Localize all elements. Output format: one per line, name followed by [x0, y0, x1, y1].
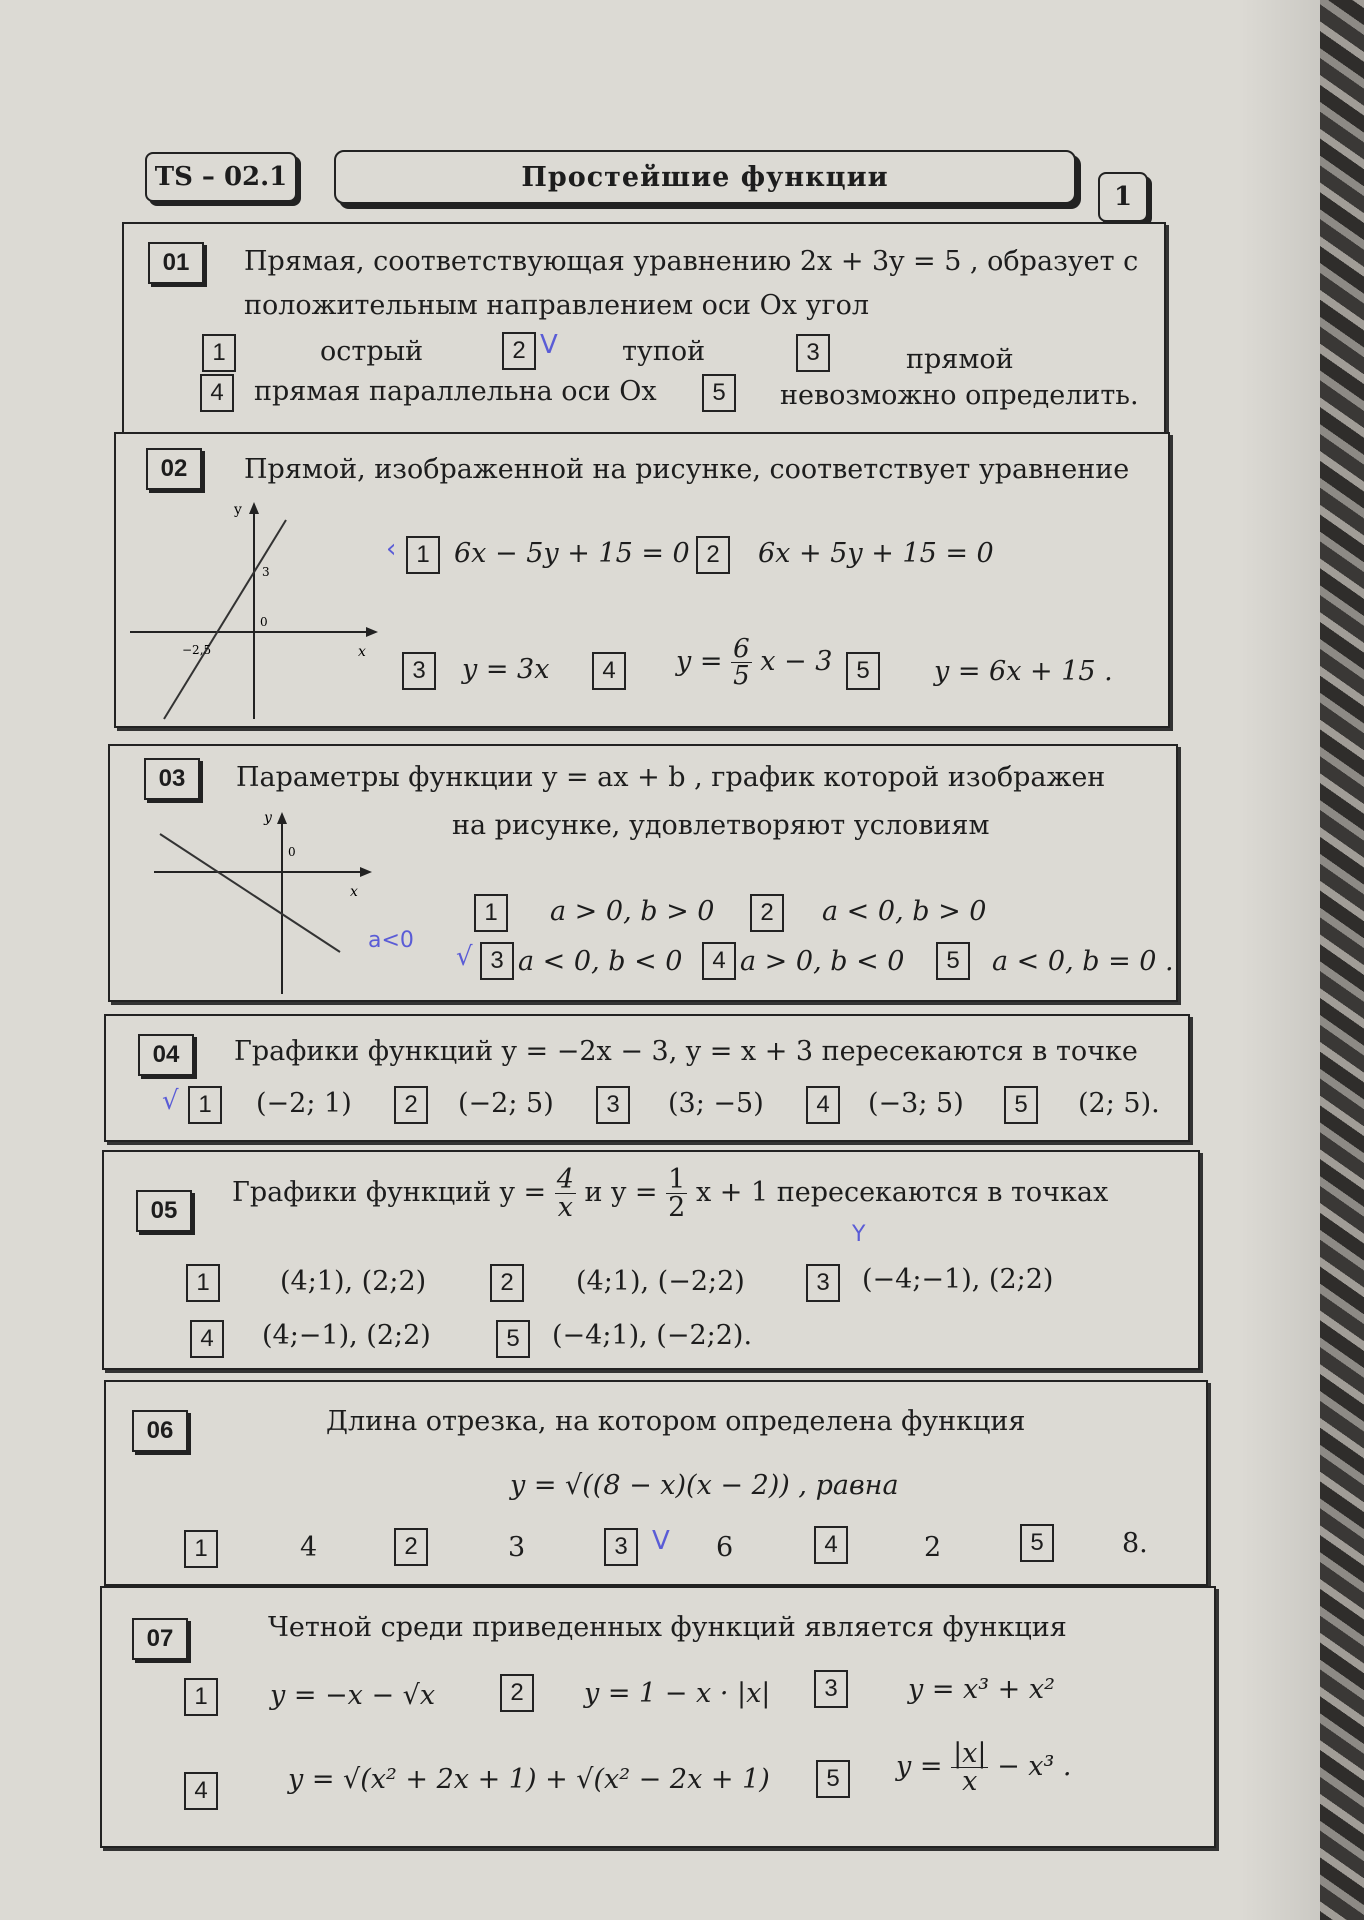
question-01 — [122, 222, 1166, 434]
answer-check-mark: V — [652, 1526, 670, 1556]
option-1-box[interactable]: 1 — [202, 334, 236, 372]
option-1-text: y = −x − √x — [270, 1680, 436, 1711]
y-intercept-label: 3 — [262, 565, 270, 579]
option-3-box[interactable]: 3 — [814, 1670, 848, 1708]
answer-check-mark: ‹ — [386, 534, 397, 564]
option-2-box[interactable]: 2 — [394, 1528, 428, 1566]
option-5-box[interactable]: 5 — [846, 652, 880, 690]
option-4-text: (−3; 5) — [868, 1088, 964, 1119]
question-text: Прямая, соответствующая уравнению 2x + 3y = 5 , образует с — [244, 246, 1139, 277]
question-number: 01 — [148, 242, 204, 284]
option-5-text: 8. — [1122, 1528, 1148, 1559]
option-1-box[interactable]: 1 — [184, 1678, 218, 1716]
option-3-text: y = 3x — [462, 654, 550, 685]
option-1-text: 4 — [300, 1532, 318, 1563]
option-5-box[interactable]: 5 — [1004, 1086, 1038, 1124]
question-02 — [114, 432, 1170, 728]
option-4-text: a > 0, b < 0 — [740, 946, 905, 977]
option-3-text: a < 0, b < 0 — [518, 946, 683, 977]
option-1-text: (−2; 1) — [256, 1088, 352, 1119]
question-text: Графики функций y = −2x − 3, y = x + 3 пересекаются в точке — [234, 1036, 1138, 1067]
option-4-box[interactable]: 4 — [592, 652, 626, 690]
page-number: 1 — [1098, 172, 1148, 222]
option-3-text: (−4;−1), (2;2) — [862, 1264, 1054, 1295]
option-2-box[interactable]: 2 — [502, 332, 536, 370]
x-axis-label: x — [350, 884, 358, 900]
option-1-box[interactable]: 1 — [184, 1530, 218, 1568]
option-3-box[interactable]: 3 — [596, 1086, 630, 1124]
option-1-box[interactable]: 1 — [188, 1086, 222, 1124]
option-1-text: a > 0, b > 0 — [550, 896, 715, 927]
question-number: 06 — [132, 1410, 188, 1452]
option-4-text: y = √(x² + 2x + 1) + √(x² − 2x + 1) — [288, 1764, 770, 1795]
option-3-text: (3; −5) — [668, 1088, 764, 1119]
question-text: на рисунке, удовлетворяют условиям — [452, 810, 990, 841]
question-number: 03 — [144, 758, 200, 800]
option-3-box[interactable]: 3 — [796, 334, 830, 372]
origin-label: 0 — [260, 615, 268, 629]
option-3-text: 6 — [716, 1532, 734, 1563]
option-5-box[interactable]: 5 — [936, 942, 970, 980]
option-2-text: (−2; 5) — [458, 1088, 554, 1119]
option-3-box[interactable]: 3 — [806, 1264, 840, 1302]
question-number: 05 — [136, 1190, 192, 1232]
question-05 — [102, 1150, 1200, 1370]
line-graph — [126, 494, 396, 724]
option-5-text: y = $\frac{|x|}{x}$ − x³ . — [896, 1738, 1072, 1797]
question-number: 07 — [132, 1618, 188, 1660]
option-2-text: (4;1), (−2;2) — [576, 1266, 745, 1297]
option-4-text: прямая параллельна оси Ox — [254, 376, 657, 407]
option-1-text: (4;1), (2;2) — [280, 1266, 427, 1297]
x-axis-label: x — [358, 644, 366, 660]
answer-mark: Y — [852, 1222, 866, 1247]
question-text: Длина отрезка, на котором определена функция — [326, 1406, 1026, 1437]
y-axis-label: y — [234, 502, 242, 518]
question-number: 02 — [146, 448, 202, 490]
option-2-box[interactable]: 2 — [696, 536, 730, 574]
question-number: 04 — [138, 1034, 194, 1076]
option-3-text: прямой — [906, 344, 1014, 375]
option-3-box[interactable]: 3 — [402, 652, 436, 690]
question-text: Графики функций y = $\frac{4}{x}$ и y = $\frac{1}{2}$ x + 1 пересекаются в точках — [232, 1164, 1109, 1223]
option-1-box[interactable]: 1 — [474, 894, 508, 932]
y-axis-label: y — [264, 810, 272, 826]
option-1-box[interactable]: 1 — [186, 1264, 220, 1302]
question-text: положительным направлением оси Ox угол — [244, 290, 870, 321]
option-2-box[interactable]: 2 — [394, 1086, 428, 1124]
handwritten-note: a<0 — [368, 928, 414, 953]
question-04 — [104, 1014, 1190, 1142]
question-06 — [104, 1380, 1208, 1586]
option-4-box[interactable]: 4 — [702, 942, 736, 980]
option-4-text: (4;−1), (2;2) — [262, 1320, 431, 1351]
option-2-text: a < 0, b > 0 — [822, 896, 987, 927]
option-2-box[interactable]: 2 — [490, 1264, 524, 1302]
option-2-box[interactable]: 2 — [500, 1674, 534, 1712]
option-5-box[interactable]: 5 — [496, 1320, 530, 1358]
option-4-text: 2 — [924, 1532, 942, 1563]
question-formula: y = √((8 − x)(x − 2)) , равна — [510, 1470, 899, 1501]
option-5-box[interactable]: 5 — [702, 374, 736, 412]
option-5-text: a < 0, b = 0 . — [992, 946, 1174, 977]
origin-label: 0 — [288, 845, 296, 859]
option-1-text: 6x − 5y + 15 = 0 — [454, 538, 690, 569]
option-1-text: острый — [320, 336, 424, 367]
option-3-box[interactable]: 3 — [604, 1528, 638, 1566]
answer-check-mark: V — [540, 330, 558, 360]
worksheet-code: TS – 02.1 — [145, 152, 297, 202]
question-text: Четной среди приведенных функций является функция — [268, 1612, 1067, 1643]
question-text: Параметры функции y = ax + b , график которой изображен — [236, 762, 1106, 793]
option-4-box[interactable]: 4 — [190, 1320, 224, 1358]
option-2-text: тупой — [622, 336, 706, 367]
option-4-text: y = $\frac{6}{5}$ x − 3 — [676, 634, 833, 691]
answer-check-mark: √ — [162, 1086, 179, 1116]
option-4-box[interactable]: 4 — [184, 1772, 218, 1810]
option-5-text: y = 6x + 15 . — [934, 656, 1113, 687]
option-3-box[interactable]: 3 — [480, 942, 514, 980]
answer-check-mark: √ — [456, 942, 473, 972]
option-2-text: 3 — [508, 1532, 526, 1563]
option-5-box[interactable]: 5 — [816, 1760, 850, 1798]
option-3-text: y = x³ + x² — [908, 1674, 1055, 1705]
line-graph — [150, 804, 380, 994]
option-1-box[interactable]: 1 — [406, 536, 440, 574]
question-07 — [100, 1586, 1216, 1848]
option-2-text: 6x + 5y + 15 = 0 — [758, 538, 994, 569]
option-2-box[interactable]: 2 — [750, 894, 784, 932]
option-5-box[interactable]: 5 — [1020, 1524, 1054, 1562]
option-4-box[interactable]: 4 — [806, 1086, 840, 1124]
question-text: Прямой, изображенной на рисунке, соответствует уравнение — [244, 454, 1130, 485]
option-4-box[interactable]: 4 — [200, 374, 234, 412]
option-4-box[interactable]: 4 — [814, 1526, 848, 1564]
option-5-text: (−4;1), (−2;2). — [552, 1320, 753, 1351]
x-intercept-label: −2,5 — [182, 643, 212, 657]
option-5-text: невозможно определить. — [780, 380, 1139, 411]
question-03 — [108, 744, 1178, 1002]
option-5-text: (2; 5). — [1078, 1088, 1160, 1119]
worksheet-title: Простейшие функции — [334, 150, 1076, 204]
option-2-text: y = 1 − x · |x| — [584, 1678, 771, 1709]
